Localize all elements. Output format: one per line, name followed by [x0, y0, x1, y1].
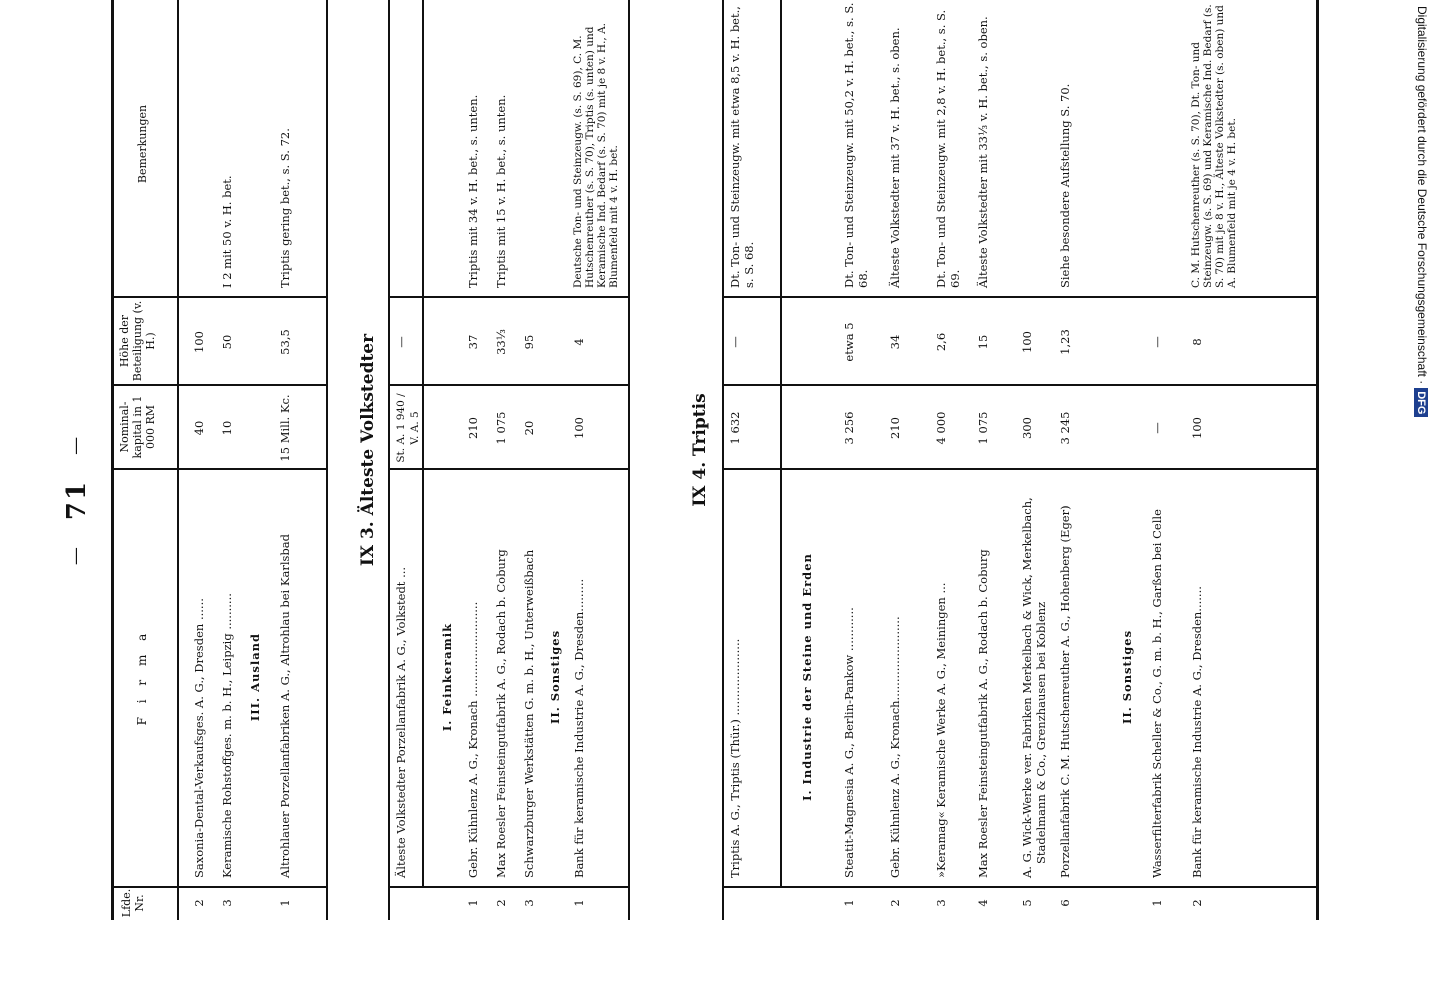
row-capital: 1 075 — [494, 411, 508, 445]
row-hoehe: — — [394, 336, 408, 348]
row-bemerkung: Älteste Volkstedter mit 37 v. H. bet., s. oben. — [888, 27, 902, 288]
col-divider-firma — [111, 468, 326, 470]
row-nr: 1 — [842, 899, 856, 907]
row-nr: 1 — [466, 899, 480, 907]
row-capital: 300 — [1020, 417, 1034, 439]
row-firma-text: Gebr. Kühnlenz A. G., Kronach .......................... — [466, 601, 480, 878]
row-hoehe: 8 — [1190, 338, 1204, 346]
dfg-logo-icon: DFG — [1414, 388, 1428, 417]
ix3-top-rule — [388, 0, 390, 920]
row-firma — [494, 476, 508, 878]
ix3-col-divider-firma — [388, 468, 628, 470]
row-nr: 3 — [934, 899, 948, 907]
table-top-rule — [111, 0, 114, 920]
row-firma — [220, 476, 234, 878]
row-nr: 2 — [888, 899, 902, 907]
row-firma — [278, 476, 292, 878]
row-hoehe: 100 — [192, 331, 206, 353]
col-divider-capital — [111, 384, 326, 386]
table1-bottom-rule — [326, 0, 328, 920]
ix4-top-rule — [722, 0, 724, 920]
row-bemerkung: Dt. Ton- und Steinzeugw. mit 50,2 v. H. bet., s. S. 68. — [842, 2, 870, 288]
row-firma — [842, 476, 856, 878]
row-firma — [522, 476, 536, 878]
digitization-notice — [1412, 6, 1432, 415]
row-firma-text: Bank für keramische Industrie A. G., Dresden......... — [572, 578, 586, 878]
row-capital: 1 632 — [728, 411, 742, 445]
row-bemerkung: Triptis gering bet., s. S. 72. — [278, 128, 292, 288]
ix4-col-divider-nr — [722, 886, 1316, 888]
ix4-bottom-rule — [1316, 0, 1319, 920]
row-hoehe: 34 — [888, 334, 902, 350]
digitization-notice-text: Digitalisierung gefördert durch die Deutsche Forschungsgemeinschaft · — [1415, 6, 1429, 385]
row-firma-text: Saxonia-Dental-Verkaufsges. A. G., Dresden ...... — [192, 598, 206, 878]
row-hoehe: 37 — [466, 334, 480, 350]
row-capital: 20 — [522, 420, 536, 436]
row-capital: 210 — [888, 417, 902, 439]
row-capital: 3 245 — [1058, 411, 1072, 445]
page-number-line — [62, 0, 92, 1000]
row-capital: — — [1150, 422, 1164, 434]
row-capital: 4 000 — [934, 411, 948, 445]
row-nr: 2 — [494, 899, 508, 907]
row-capital: 210 — [466, 417, 480, 439]
header-bottom-rule — [177, 0, 179, 920]
row-hoehe: 4 — [572, 338, 586, 346]
row-firma-text: Max Roesler Feinsteingutfabrik A. G., Rodach b. Coburg — [494, 549, 508, 878]
ix3-col-divider-hoehe — [388, 296, 628, 298]
subheading-ausland: III. Ausland — [248, 632, 262, 722]
row-firma-text: Älteste Volkstedter Porzellanfabrik A. G., Volkstedt ... — [394, 566, 408, 878]
row-hoehe: 53,5 — [278, 329, 292, 355]
row-hoehe: etwa 5 — [842, 322, 856, 362]
row-firma — [728, 476, 742, 878]
row-capital: 15 Mill. Kc. — [278, 394, 292, 462]
row-capital: 10 — [220, 420, 234, 436]
row-firma — [466, 476, 480, 878]
header-lfd-nr: Lfde. Nr. — [120, 888, 146, 918]
row-hoehe: 1,23 — [1058, 329, 1072, 355]
row-hoehe: — — [1150, 336, 1164, 348]
ix3-bottom-rule — [628, 0, 630, 920]
row-firma-text: Triptis A. G., Triptis (Thür.) ..................... — [728, 638, 742, 878]
row-firma — [1150, 476, 1164, 878]
digitization-notice-line — [1412, 6, 1432, 415]
row-bemerkung: Älteste Volkstedter mit 33⅓ v. H. bet., s. oben. — [976, 16, 990, 288]
row-firma-text: »Keramag« Keramische Werke A. G., Meiningen ... — [934, 582, 948, 878]
ix4-col-divider-hoehe — [722, 296, 1316, 298]
row-hoehe: 95 — [522, 334, 536, 350]
subheading-steine-erden: I. Industrie der Steine und Erden — [800, 553, 814, 801]
header-firma: F i r m a — [135, 628, 149, 726]
row-nr: 3 — [522, 899, 536, 907]
row-firma-text: A. G. Wick-Werke ver. Fabriken Merkelbach & Wick, Merkelbach, Stadelmann & Co., Grenzhausen bei Koblenz — [1020, 497, 1048, 878]
row-firma — [976, 476, 990, 878]
row-nr: 1 — [572, 899, 586, 907]
row-firma-text: Altrohlauer Porzellanfabriken A. G., Altrohlau bei Karlsbad — [278, 534, 292, 878]
page-number-dash-left: — — [65, 545, 86, 566]
row-firma-text: Schwarzburger Werkstätten G. m. b. H., Unterweißbach — [522, 549, 536, 878]
header-hoehe: Höhe der Beteiligung (v. H.) — [118, 300, 157, 382]
ix4-col-divider-firma — [722, 468, 1316, 470]
subheading-sonstiges-ix4: II. Sonstiges — [1120, 629, 1134, 725]
row-hoehe: — — [728, 336, 742, 348]
section-title-ix3: IX 3. Älteste Volkstedter — [358, 333, 378, 567]
row-hoehe: 2,6 — [934, 332, 948, 352]
subheading-feinkeramik: I. Feinkeramik — [440, 622, 454, 732]
row-nr: 1 — [278, 899, 292, 907]
row-firma-text: Gebr. Kühnlenz A. G., Kronach....................... — [888, 616, 902, 878]
row-nr: 2 — [192, 899, 206, 907]
header-nominal-capital: Nominal-kapital in 1 000 RM — [118, 395, 157, 459]
row-firma-text: Bank für keramische Industrie A. G., Dresden....... — [1190, 586, 1204, 878]
row-nr: 2 — [1190, 899, 1204, 907]
col-divider-hoehe — [111, 296, 326, 298]
row-firma — [888, 476, 902, 878]
row-bemerkung: I 2 mit 50 v. H. bet. — [220, 175, 234, 288]
row-firma — [572, 476, 586, 878]
row-firma — [1058, 476, 1072, 878]
row-bemerkung: Dt. Ton- und Steinzeugw. mit 2,8 v. H. bet., s. S. 69. — [934, 9, 962, 288]
row-firma-text: Keramische Rohstoffges. m. b. H., Leipzig .......... — [220, 593, 234, 878]
ix3-col-divider-nr — [388, 886, 628, 888]
page-number-dash-right: — — [65, 434, 86, 455]
row-nr: 1 — [1150, 899, 1164, 907]
row-hoehe: 33⅓ — [494, 329, 508, 355]
subheading-sonstiges: II. Sonstiges — [548, 629, 562, 725]
row-capital: 3 256 — [842, 411, 856, 445]
row-firma-text: Wasserfilterfabrik Scheller & Co., G. m. b. H., Garßen bei Celle — [1150, 509, 1164, 878]
row-capital: 100 — [572, 417, 586, 439]
row-nr: 5 — [1020, 899, 1034, 907]
ix3-col-divider-capital — [388, 384, 628, 386]
row-firma-text: Steatit-Magnesia A. G., Berlin-Pankow ............ — [842, 607, 856, 878]
row-firma — [394, 476, 408, 878]
row-firma — [1190, 476, 1204, 878]
row-firma — [1020, 476, 1048, 878]
row-capital: 40 — [192, 420, 206, 436]
row-capital: 1 075 — [976, 411, 990, 445]
row-hoehe: 50 — [220, 334, 234, 350]
ix4-col-divider-capital — [722, 384, 1316, 386]
row-hoehe: 15 — [976, 334, 990, 350]
row-capital: St. A. 1 940 / V. A. 5 — [395, 393, 421, 463]
row-bemerkung: C. M. Hutschenreuther (s. S. 70), Dt. Ton- und Steinzeugw. (s. S. 69) und Keramische Ind. Bedarf (s. S. 70) mit je 8 v. H., Älteste Volkstedter (s. oben) und A. Blumenfeld mit je 4 v. H. bet. — [1190, 4, 1238, 288]
row-nr: 6 — [1058, 899, 1072, 907]
row-hoehe: 100 — [1020, 331, 1034, 353]
page-number: 71 — [62, 479, 92, 521]
row-nr: 3 — [220, 899, 234, 907]
header-bemerkungen: Bemerkungen — [136, 104, 149, 184]
row-firma-text: Max Roesler Feinsteingutfabrik A. G., Rodach b. Coburg — [976, 549, 990, 878]
ix3-head-row-rule — [422, 0, 424, 888]
row-bemerkung: Triptis mit 34 v. H. bet., s. unten. — [466, 94, 480, 288]
ix4-head-row-rule — [780, 0, 782, 888]
row-firma — [934, 476, 948, 878]
row-nr: 4 — [976, 899, 990, 907]
section-title-ix4: IX 4. Triptis — [690, 393, 710, 507]
row-capital: 100 — [1190, 417, 1204, 439]
row-firma — [192, 476, 206, 878]
row-bemerkung: Siehe besondere Aufstellung S. 70. — [1058, 83, 1072, 288]
row-bemerkung: Dt. Ton- und Steinzeugw. mit etwa 8,5 v. H. bet., s. S. 68. — [728, 6, 756, 288]
row-firma-text: Porzellanfabrik C. M. Hutschenreuther A. G., Hohenberg (Eger) — [1058, 505, 1072, 878]
row-bemerkung: Deutsche Ton- und Steinzeugw. (s. S. 69), C. M. Hutschenreuther (s. S. 70), Triptis (s. unten) und Keramische Ind. Bedarf (s. S. 70) mit je 8 v. H., A. Blumenfeld mit 4 v. H. bet. — [572, 22, 620, 288]
row-bemerkung: Triptis mit 15 v. H. bet., s. unten. — [494, 94, 508, 288]
